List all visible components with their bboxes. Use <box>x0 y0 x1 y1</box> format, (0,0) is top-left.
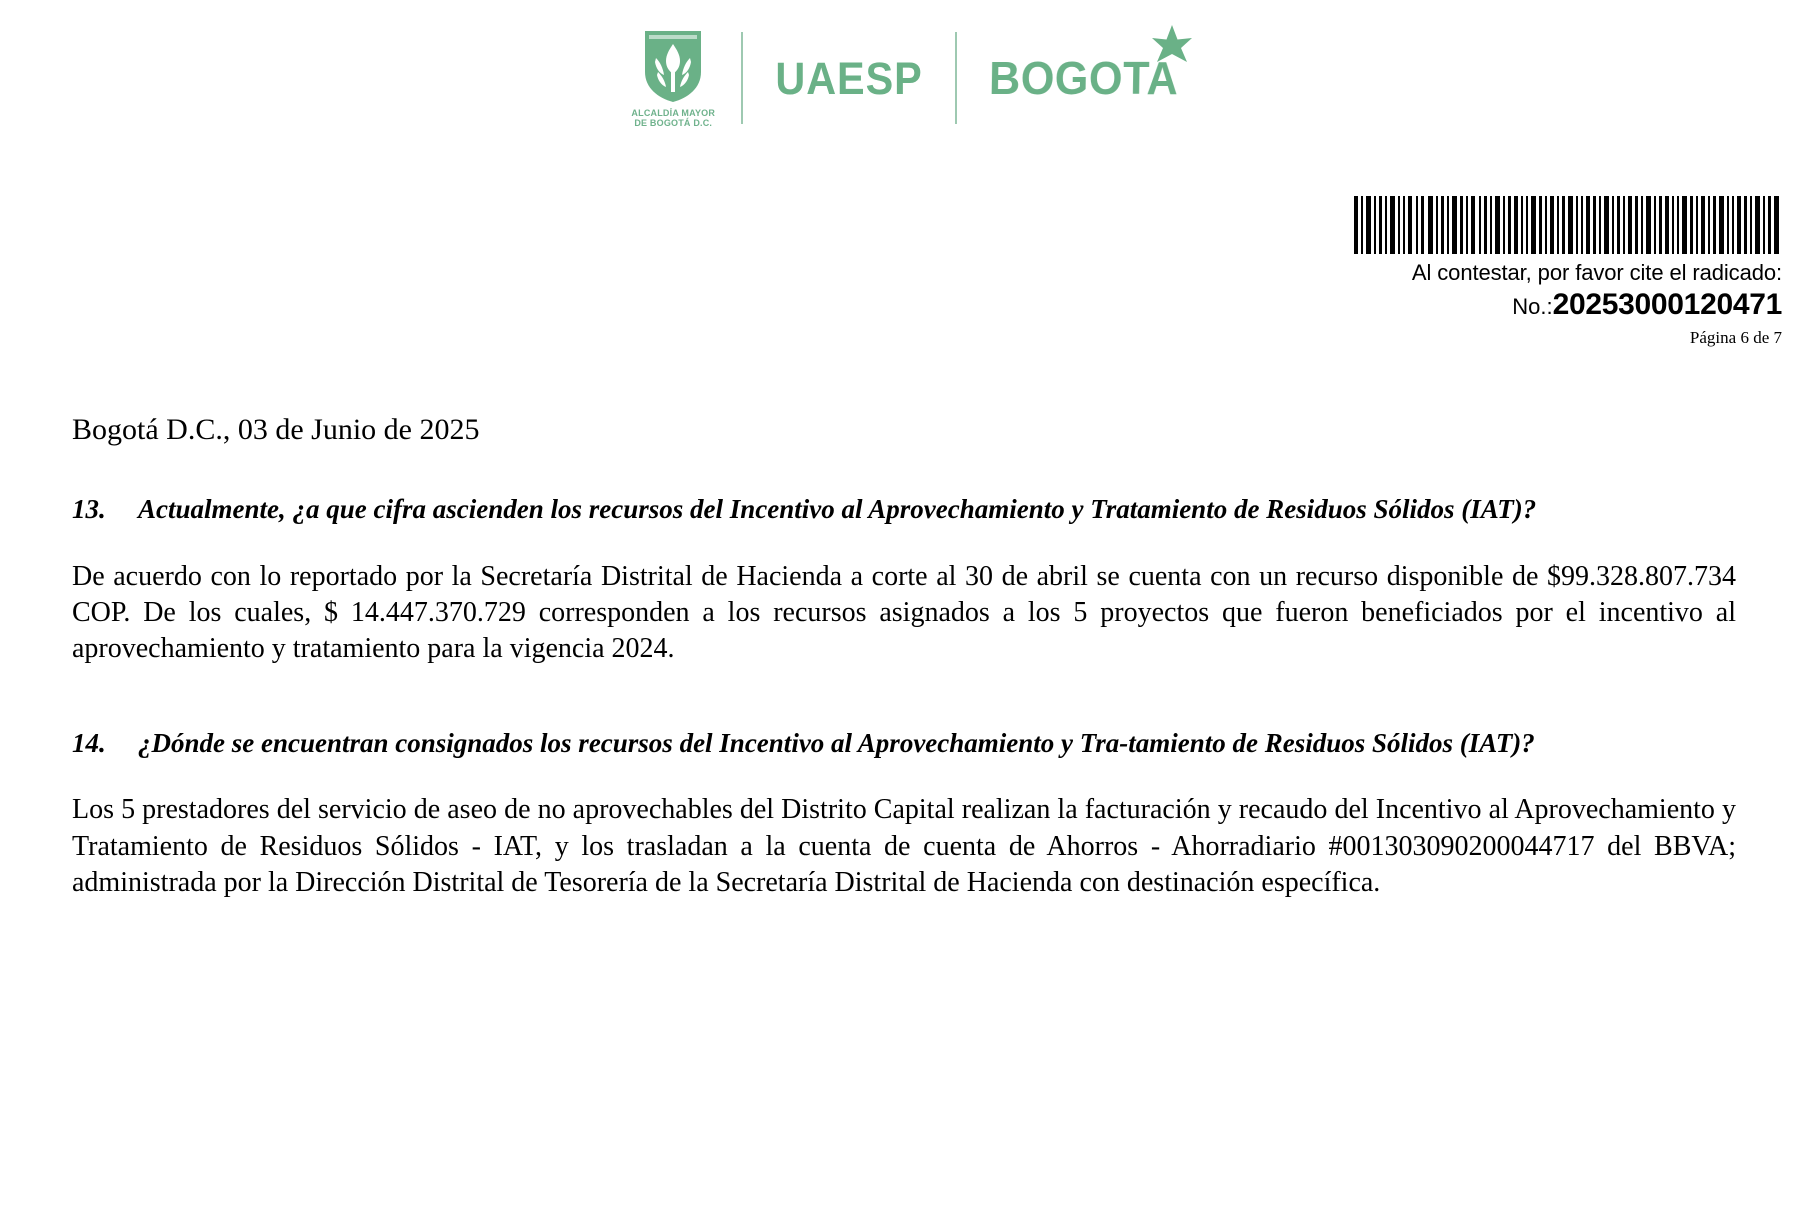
radicado-block <box>1327 196 1782 348</box>
bogota-wordmark: BOGOTA <box>988 52 1179 104</box>
question-number-13: 13. <box>72 494 106 524</box>
alcaldia-caption-line2: DE BOGOTÁ D.C. <box>634 118 713 128</box>
date-line: Bogotá D.C., 03 de Junio de 2025 <box>72 413 480 446</box>
uaesp-wordmark: UAESP <box>775 52 923 104</box>
radicado-number-label: No.: <box>1512 294 1553 319</box>
barcode-icon <box>1327 196 1782 254</box>
document-header <box>0 0 1808 160</box>
question-heading-13 <box>72 492 1736 527</box>
alcaldia-caption <box>631 108 715 129</box>
section-spacer <box>72 708 1736 726</box>
document-body <box>72 412 1736 901</box>
radicado-number-line <box>1327 288 1782 322</box>
answer-paragraph-13: De acuerdo con lo reportado por la Secretaría Distrital de Hacienda a corte al 30 de abril se cuenta con un recurso disponible de $99.328.807.734 COP. De los cuales, $ 14.447.370.729 corresponden a los recursos asignados a los 5 proyectos que fueron beneficiados por el incentivo al aprovechamiento y tratamiento para la vigencia 2024. <box>72 560 1736 665</box>
bogota-brand-block <box>957 52 1202 104</box>
question-number-14: 14. <box>72 727 106 758</box>
institutional-logo-lockup <box>605 28 1202 128</box>
alcaldia-logo-block <box>605 28 741 129</box>
logo-divider-1 <box>741 32 743 124</box>
answer-paragraph-14: Los 5 prestadores del servicio de aseo de no aprovechables del Distrito Capital realizan la facturación y recaudo del Incentivo al Aprovechamiento y Tratamiento de Residuos Sólidos - IAT, y los trasladan a la cuenta de cuenta de Ahorros - Ahorradiario #001303090200044717 del BBVA; administrada por la Dirección Distrital de Tesorería de la Secretaría Distrital de Hacienda con destinación específica. <box>72 794 1736 899</box>
question-text-14: ¿Dónde se encuentran consignados los recursos del Incentivo al Aprovechamiento y Tra-tamiento de Residuos Sólidos (IAT)? <box>138 727 1535 758</box>
question-heading-14 <box>72 726 1736 761</box>
radicado-instruction: Al contestar, por favor cite el radicado: <box>1411 260 1782 285</box>
question-text-13: Actualmente, ¿a que cifra ascienden los recursos del Incentivo al Aprovechamiento y Tratamiento de Residuos Sólidos (IAT)? <box>138 494 1537 524</box>
alcaldia-caption-line1: ALCALDÍA MAYOR <box>631 107 716 118</box>
radicado-number-value: 20253000120471 <box>1552 288 1782 321</box>
page-indicator: Página 6 de 7 <box>1689 328 1782 347</box>
bogota-coat-of-arms-shield-icon <box>642 28 704 104</box>
